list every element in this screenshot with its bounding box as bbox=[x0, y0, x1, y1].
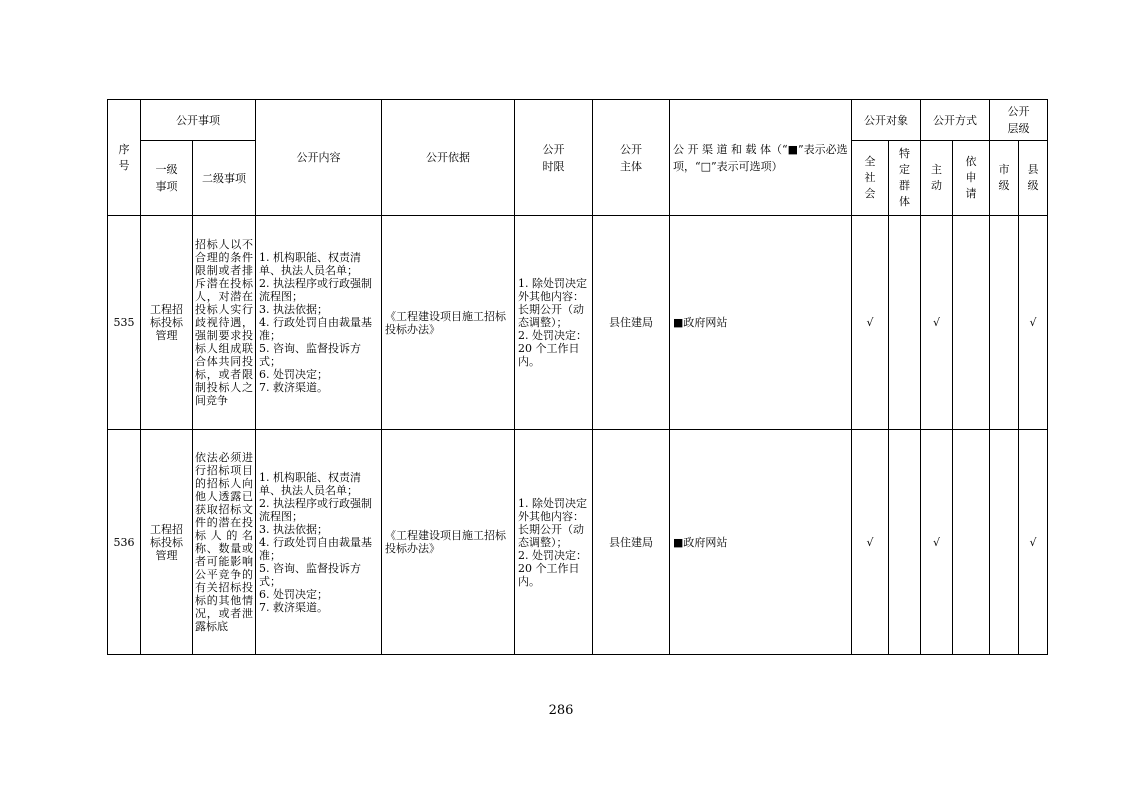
header-mode-group: 公开方式 bbox=[921, 100, 990, 141]
header-mode-active: 主动 bbox=[921, 141, 953, 216]
header-seq: 序号 bbox=[108, 100, 141, 216]
row-seq: 535 bbox=[108, 216, 141, 430]
header-level2: 二级事项 bbox=[193, 141, 256, 216]
row-level2: 招标人以不合理的条件限制或者排斥潜在投标人，对潜在投标人实行歧视待遇，强制要求投标人组成联合体共同投标，或者限制投标人之间竞争 bbox=[193, 216, 256, 430]
header-subject: 公开主体 bbox=[593, 100, 670, 216]
row-mode-active: √ bbox=[921, 216, 953, 430]
row-mode-apply bbox=[953, 430, 990, 655]
header-level-county: 县级 bbox=[1019, 141, 1048, 216]
row-target-specific bbox=[889, 430, 921, 655]
row-level-city bbox=[990, 216, 1019, 430]
page-number: 286 bbox=[548, 703, 574, 718]
row-content: 1. 机构职能、权责清单、执法人员名单； 2. 执法程序或行政强制流程图； 3. 执法依据； 4. 行政处罚自由裁量基准； 5. 咨询、监督投诉方式； 6. 处罚决定； 7. 救济渠道。 bbox=[256, 216, 382, 430]
row-target-all: √ bbox=[852, 216, 889, 430]
header-time-limit: 公开时限 bbox=[515, 100, 593, 216]
header-level-city: 市级 bbox=[990, 141, 1019, 216]
row-time-limit: 1. 除处罚决定外其他内容：长期公开（动态调整）； 2. 处罚决定：20 个工作日内。 bbox=[515, 216, 593, 430]
row-level-county: √ bbox=[1019, 430, 1048, 655]
row-channel: ■政府网站 bbox=[670, 430, 852, 655]
row-level1: 工程招标投标管理 bbox=[141, 430, 193, 655]
row-level1: 工程招标投标管理 bbox=[141, 216, 193, 430]
row-content: 1. 机构职能、权责清单、执法人员名单； 2. 执法程序或行政强制流程图； 3. 执法依据； 4. 行政处罚自由裁量基准； 5. 咨询、监督投诉方式； 6. 处罚决定； 7. 救济渠道。 bbox=[256, 430, 382, 655]
header-channel: 公 开 渠 道 和 载 体（“■”表示必选项，“□”表示可选项） bbox=[670, 100, 852, 216]
table-row bbox=[108, 216, 1048, 430]
row-channel: ■政府网站 bbox=[670, 216, 852, 430]
row-target-specific bbox=[889, 216, 921, 430]
header-level1: 一级事项 bbox=[141, 141, 193, 216]
header-target-specific: 特定群体 bbox=[889, 141, 921, 216]
header-content: 公开内容 bbox=[256, 100, 382, 216]
row-level-county: √ bbox=[1019, 216, 1048, 430]
table-row bbox=[108, 430, 1048, 655]
row-target-all: √ bbox=[852, 430, 889, 655]
row-subject: 县住建局 bbox=[593, 216, 670, 430]
row-basis: 《工程建设项目施工招标投标办法》 bbox=[382, 216, 515, 430]
row-seq: 536 bbox=[108, 430, 141, 655]
row-mode-apply bbox=[953, 216, 990, 430]
header-basis: 公开依据 bbox=[382, 100, 515, 216]
row-basis: 《工程建设项目施工招标投标办法》 bbox=[382, 430, 515, 655]
row-level-city bbox=[990, 430, 1019, 655]
header-target-group: 公开对象 bbox=[852, 100, 921, 141]
header-mode-apply: 依申请 bbox=[953, 141, 990, 216]
row-mode-active: √ bbox=[921, 430, 953, 655]
row-subject: 县住建局 bbox=[593, 430, 670, 655]
header-item-group: 公开事项 bbox=[141, 100, 256, 141]
row-level2: 依法必须进行招标项目的招标人向他人透露已获取招标文件的潜在投标人的名称、数量或者可能影响公平竞争的有关招标投标的其他情况，或者泄露标底 bbox=[193, 430, 256, 655]
disclosure-table bbox=[107, 99, 1048, 655]
header-target-all: 全社会 bbox=[852, 141, 889, 216]
header-level-group: 公开层级 bbox=[990, 100, 1048, 141]
row-time-limit: 1. 除处罚决定外其他内容：长期公开（动态调整）； 2. 处罚决定：20 个工作日内。 bbox=[515, 430, 593, 655]
